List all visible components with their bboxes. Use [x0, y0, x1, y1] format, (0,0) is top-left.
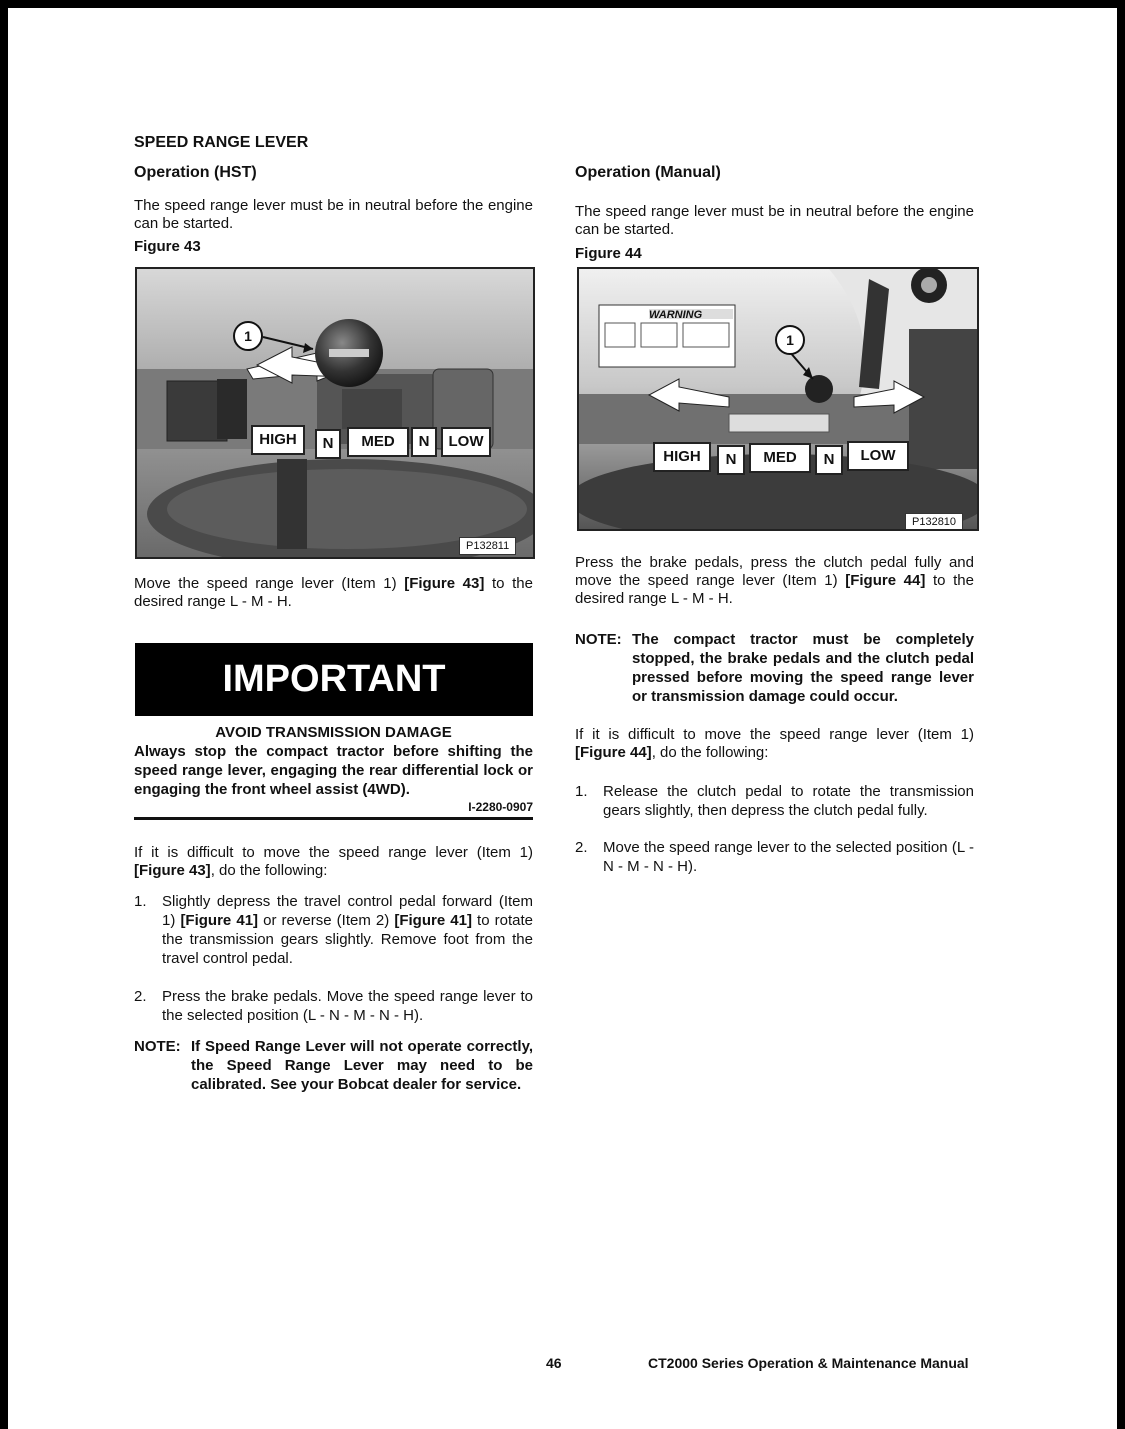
- page-number: 46: [546, 1355, 562, 1371]
- list-item: 1. Release the clutch pedal to rotate the transmission gears slightly, then depress the clutch pedal fully.: [575, 783, 974, 819]
- range-neutral-label: N: [315, 429, 341, 459]
- figure-44-photo: [577, 267, 979, 531]
- note-label: NOTE:: [134, 1038, 181, 1055]
- left-intro: The speed range lever must be in neutral before the engine can be started.: [134, 197, 533, 232]
- range-neutral-label: N: [411, 427, 437, 457]
- range-high-label: HIGH: [251, 425, 305, 455]
- range-neutral-label: N: [815, 445, 843, 475]
- important-divider: [134, 817, 533, 820]
- range-med-label: MED: [347, 427, 409, 457]
- note-label: NOTE:: [575, 631, 622, 648]
- important-banner: IMPORTANT: [135, 643, 533, 716]
- list-item: 1. Slightly depress the travel control pedal forward (Item 1) [Figure 41] or reverse (Item 2) [Figure 41] to rotate the transmission gears slightly. Remove foot from the travel control pedal.: [134, 893, 534, 967]
- right-intro: The speed range lever must be in neutral before the engine can be started.: [575, 203, 974, 238]
- range-low-label: LOW: [441, 427, 491, 457]
- range-low-label: LOW: [847, 441, 909, 471]
- note-text: If Speed Range Lever will not operate correctly, the Speed Range Lever may need to be calibrated. See your Bobcat dealer for service.: [191, 1038, 533, 1093]
- range-med-label: MED: [749, 443, 811, 473]
- manual-lever-illustration: [579, 269, 977, 529]
- figure-43-photo: [135, 267, 535, 559]
- list-item: 2. Press the brake pedals. Move the speed range lever to the selected position (L - N - M - N - H).: [134, 988, 533, 1024]
- right-subheading: Operation (Manual): [575, 164, 721, 181]
- manual-page: [8, 8, 1117, 1429]
- figure-44-label: Figure 44: [575, 245, 642, 262]
- section-heading: SPEED RANGE LEVER: [134, 134, 309, 151]
- right-note: [575, 630, 974, 710]
- warning-decal-label: WARNING: [649, 309, 703, 321]
- important-heading: AVOID TRANSMISSION DAMAGE: [215, 724, 452, 741]
- left-difficult-text: If it is difficult to move the speed range lever (Item 1) [Figure 43], do the following:: [134, 844, 533, 879]
- left-subheading: Operation (HST): [134, 164, 257, 181]
- figure-44-photo-id: P132810: [905, 513, 963, 531]
- range-high-label: HIGH: [653, 442, 711, 472]
- figure-43-callout: 1: [233, 321, 263, 351]
- lever-console-illustration: [137, 269, 533, 557]
- manual-title: CT2000 Series Operation & Maintenance Manual: [648, 1355, 969, 1371]
- range-neutral-label: N: [717, 445, 745, 475]
- figure-44-callout: 1: [775, 325, 805, 355]
- note-text: The compact tractor must be completely stopped, the brake pedals and the clutch pedal pressed before moving the speed range lever or transmission damage could occur.: [632, 631, 974, 705]
- figure-43-label: Figure 43: [134, 238, 201, 255]
- right-difficult-text: If it is difficult to move the speed range lever (Item 1) [Figure 44], do the following:: [575, 726, 974, 761]
- list-item: 2. Move the speed range lever to the selected position (L - N - M - N - H).: [575, 839, 974, 875]
- right-press-text: Press the brake pedals, press the clutch pedal fully and move the speed range lever (Item 1) [Figure 44] to the desired range L - M - H.: [575, 554, 974, 607]
- important-code: I-2280-0907: [468, 800, 533, 814]
- left-move-text: Move the speed range lever (Item 1) [Figure 43] to the desired range L - M - H.: [134, 575, 533, 610]
- important-text: Always stop the compact tractor before shifting the speed range lever, engaging the rear differential lock or engaging the front wheel assist (4WD).: [134, 743, 533, 798]
- figure-43-photo-id: P132811: [459, 537, 516, 555]
